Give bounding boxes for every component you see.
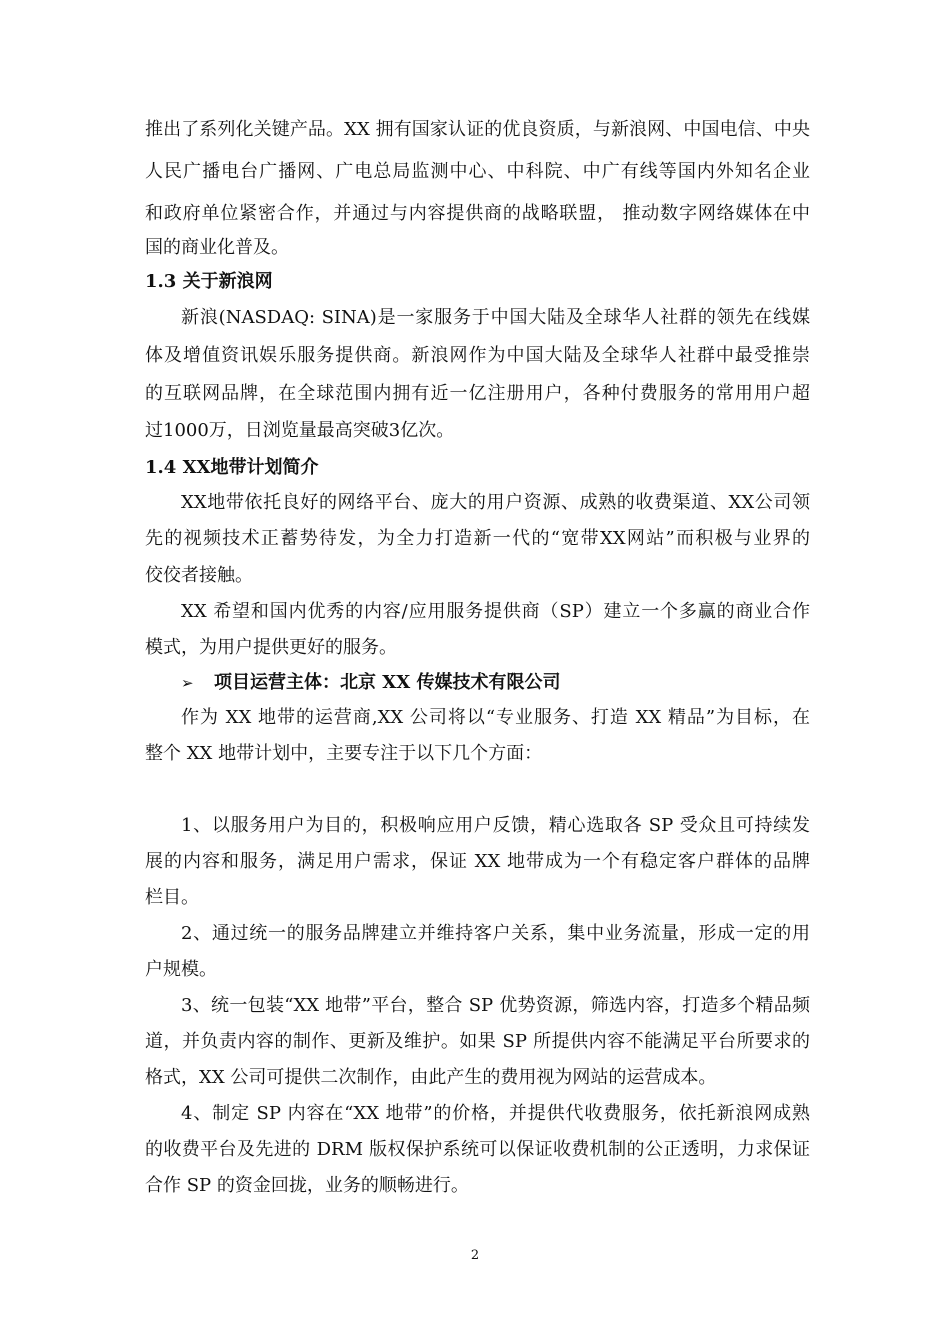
list-item-2-line: 2、通过统一的服务品牌建立并维持客户关系，集中业务流量，形成一定的用 bbox=[181, 923, 810, 944]
list-item-3-line: 道，并负责内容的制作、更新及维护。如果 SP 所提供内容不能满足平台所要求的 bbox=[145, 1031, 810, 1052]
body-text-line: 过1000万，日浏览量最高突破3亿次。 bbox=[145, 420, 455, 441]
list-item-3-line: 3、统一包装“XX 地带”平台，整合 SP 优势资源，筛选内容，打造多个精品频 bbox=[181, 995, 810, 1016]
body-text-line: 作为 XX 地带的运营商,XX 公司将以“专业服务、打造 XX 精品”为目标，在 bbox=[181, 707, 810, 728]
section-heading-1-4: 1.4 XX地带计划简介 bbox=[145, 457, 319, 478]
body-text-line: 人民广播电台广播网、广电总局监测中心、中科院、中广有线等国内外知名企业 bbox=[145, 161, 810, 182]
list-item-3-line: 格式，XX 公司可提供二次制作，由此产生的费用视为网站的运营成本。 bbox=[145, 1067, 717, 1088]
body-text-line: 和政府单位紧密合作，并通过与内容提供商的战略联盟， 推动数字网络媒体在中 bbox=[145, 203, 810, 224]
body-text-line: XX地带依托良好的网络平台、庞大的用户资源、成熟的收费渠道、XX公司领 bbox=[181, 492, 810, 513]
section-heading-1-3: 1.3 关于新浪网 bbox=[145, 271, 273, 292]
list-item-4-line: 合作 SP 的资金回拢，业务的顺畅进行。 bbox=[145, 1175, 469, 1196]
list-item-1-line: 展的内容和服务，满足用户需求，保证 XX 地带成为一个有稳定客户群体的品牌 bbox=[145, 851, 810, 872]
body-text-line: 的互联网品牌，在全球范围内拥有近一亿注册用户，各种付费服务的常用用户超 bbox=[145, 383, 810, 404]
body-text-line: 推出了系列化关键产品。XX 拥有国家认证的优良资质，与新浪网、中国电信、中央 bbox=[145, 119, 810, 140]
body-text-line: 先的视频技术正蓄势待发，为全力打造新一代的“宽带XX网站”而积极与业界的 bbox=[145, 528, 810, 549]
bullet-arrow-icon: ➢ bbox=[181, 674, 194, 692]
project-operator-heading: 项目运营主体：北京 XX 传媒技术有限公司 bbox=[214, 672, 561, 693]
body-text-line: 模式，为用户提供更好的服务。 bbox=[145, 637, 397, 658]
body-text-line: 国的商业化普及。 bbox=[145, 237, 289, 258]
list-item-4-line: 的收费平台及先进的 DRM 版权保护系统可以保证收费机制的公正透明，力求保证 bbox=[145, 1139, 810, 1160]
list-item-1-line: 1、以服务用户为目的，积极响应用户反馈，精心选取各 SP 受众且可持续发 bbox=[181, 815, 810, 836]
body-text-line: 体及增值资讯娱乐服务提供商。新浪网作为中国大陆及全球华人社群中最受推崇 bbox=[145, 345, 810, 366]
list-item-1-line: 栏目。 bbox=[145, 887, 199, 908]
body-text-line: 新浪(NASDAQ: SINA)是一家服务于中国大陆及全球华人社群的领先在线媒 bbox=[181, 307, 810, 328]
body-text-line: 整个 XX 地带计划中，主要专注于以下几个方面： bbox=[145, 743, 543, 764]
body-text-line: XX 希望和国内优秀的内容/应用服务提供商（SP）建立一个多赢的商业合作 bbox=[181, 601, 810, 622]
body-text-line: 佼佼者接触。 bbox=[145, 565, 253, 586]
list-item-4-line: 4、制定 SP 内容在“XX 地带”的价格，并提供代收费服务，依托新浪网成熟 bbox=[181, 1103, 810, 1124]
page-number: 2 bbox=[470, 1248, 480, 1263]
list-item-2-line: 户规模。 bbox=[145, 959, 217, 980]
